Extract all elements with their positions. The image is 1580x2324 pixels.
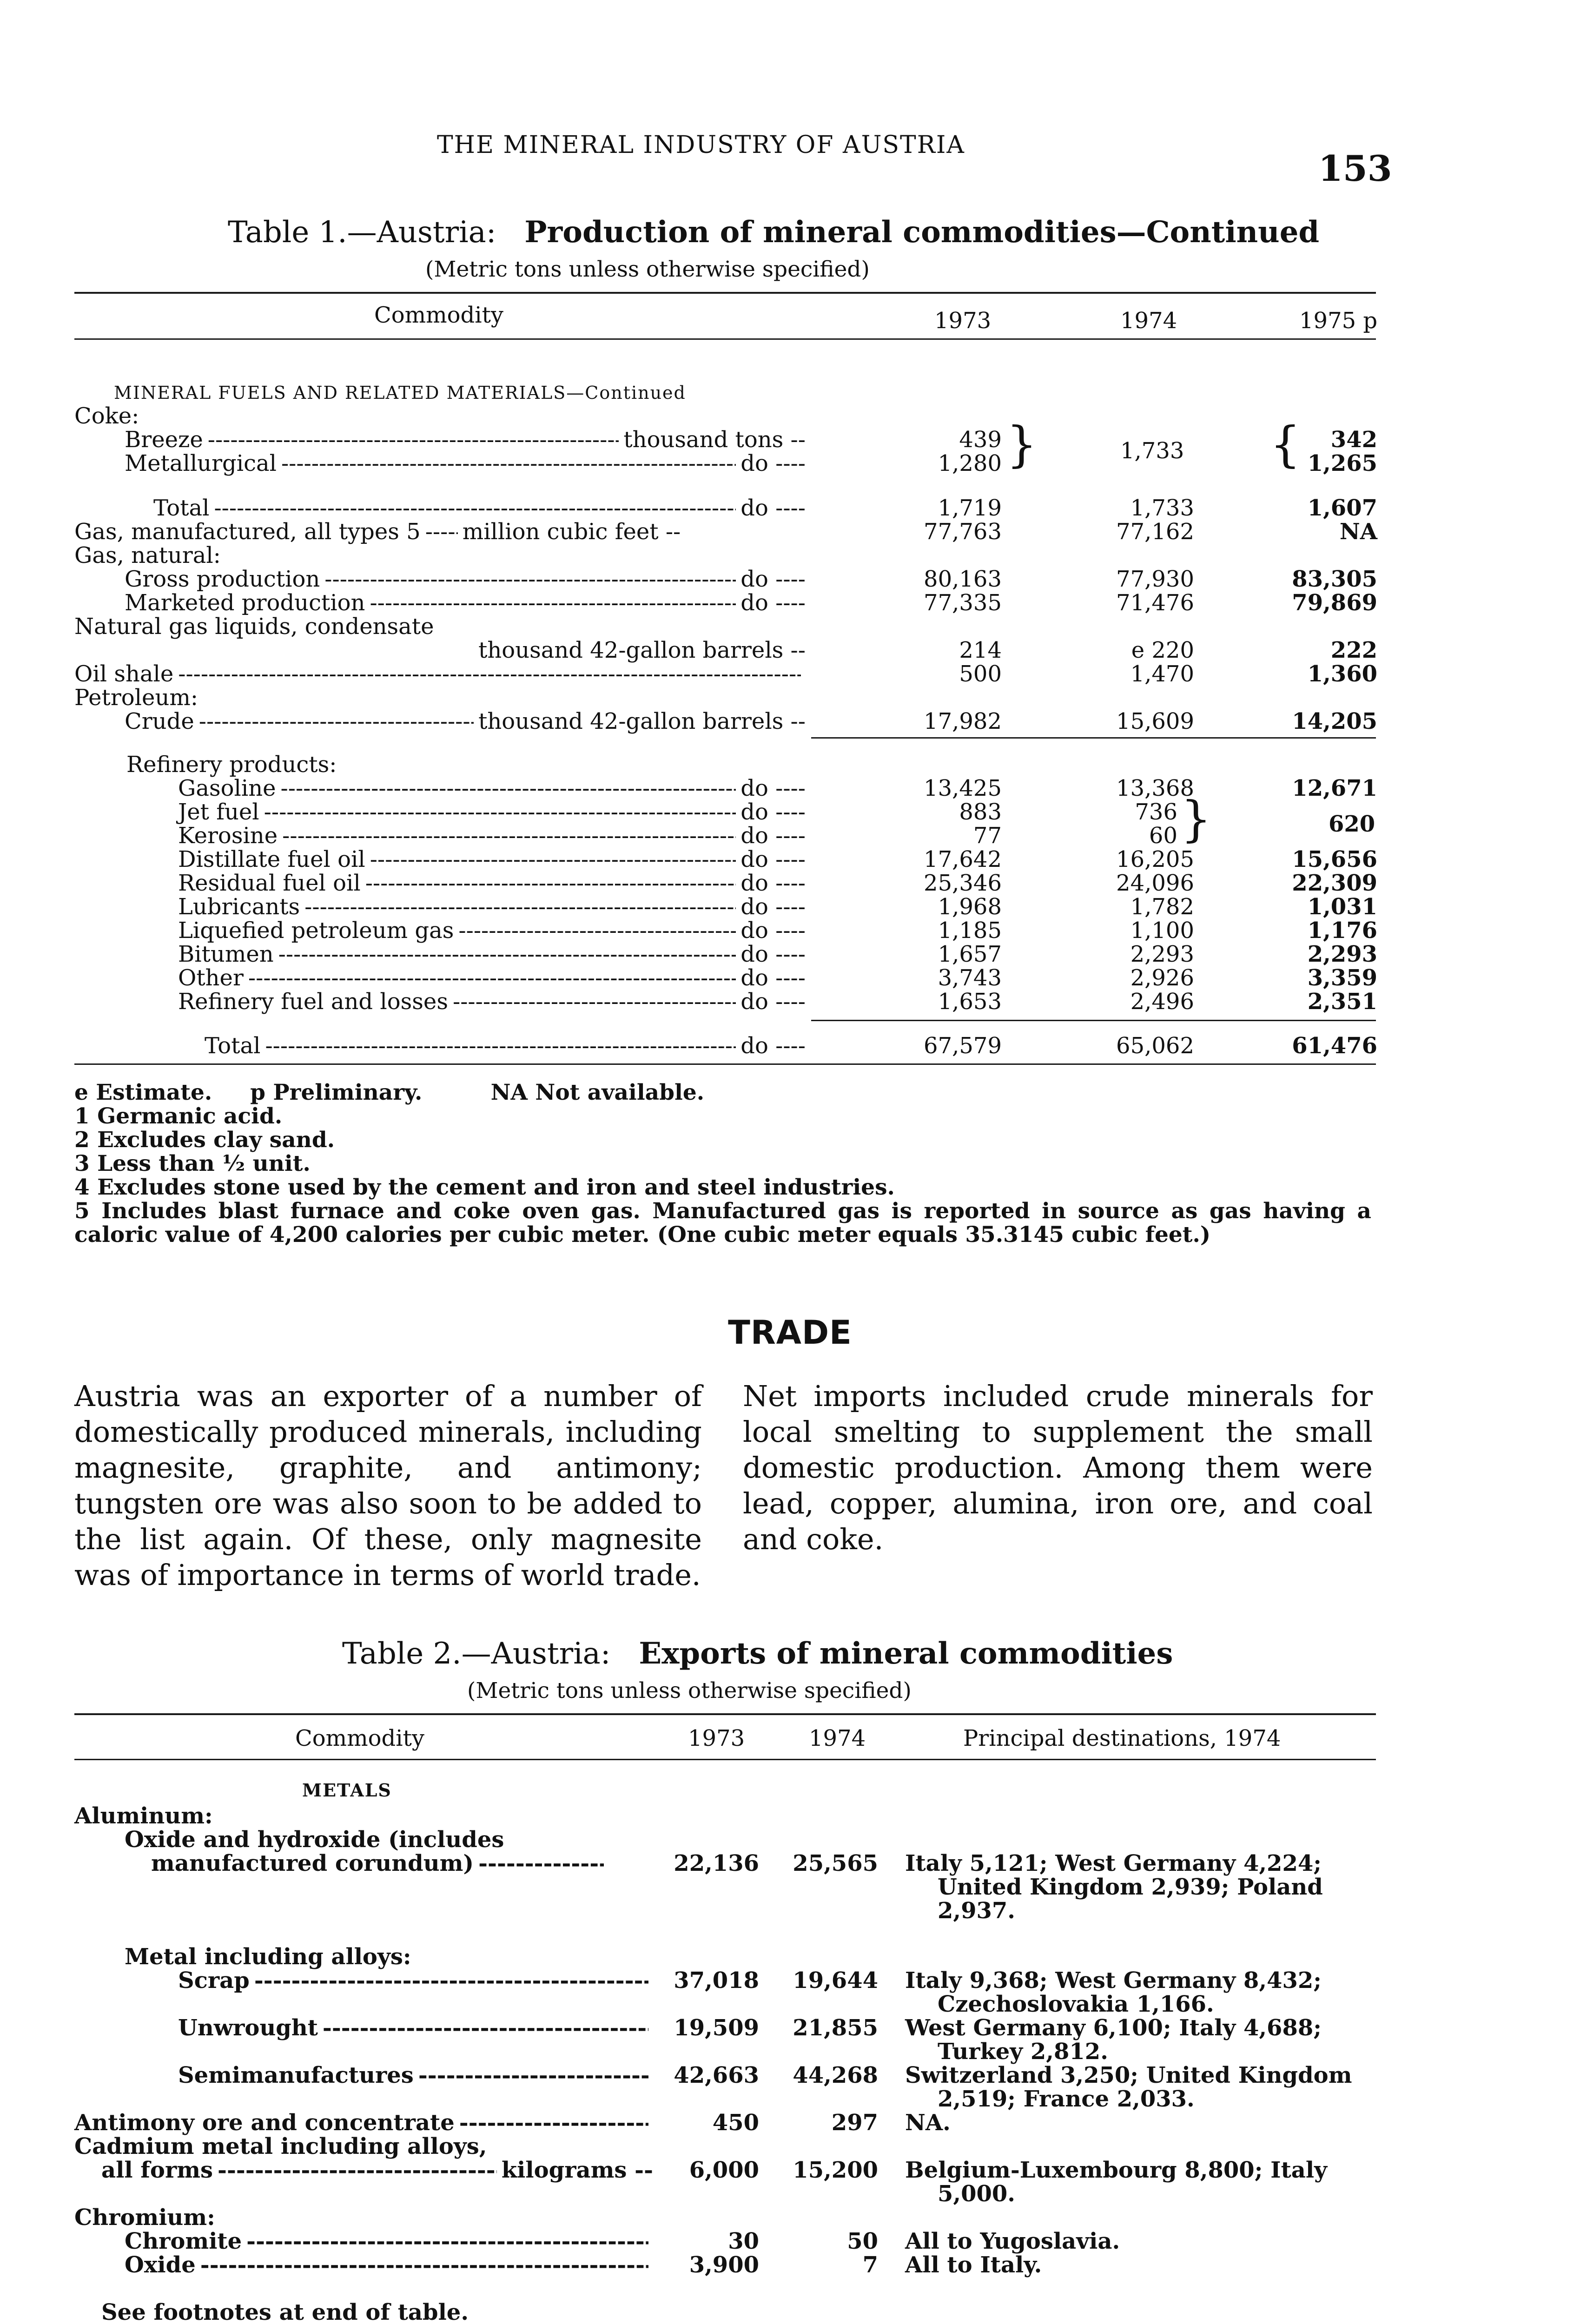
table-row: [0, 777, 1580, 800]
row-label-lpg: Liquefied petroleum gas ----- do ----: [178, 919, 806, 943]
cell-destinations: All to Yugoslavia.: [905, 2228, 1120, 2254]
cell-1973: 80,163: [924, 566, 1002, 592]
row-label-breeze: Breeze ----- thousand tons --: [125, 428, 806, 452]
cell-1974: 1,100: [1130, 918, 1194, 944]
brace-right-icon: }: [1006, 416, 1038, 473]
row-label-marketed: Marketed production ----- do ----: [125, 591, 806, 615]
row-label: Coke:: [74, 403, 139, 429]
table-row: [0, 452, 1580, 475]
cell-1973: 883: [959, 799, 1002, 825]
cell-1974: 1,470: [1130, 661, 1194, 687]
cell-1973: 77,763: [924, 519, 1002, 545]
section-heading-trade: TRADE: [728, 1314, 852, 1352]
cell-1974: 24,096: [1116, 870, 1194, 896]
cell-1973: 214: [959, 637, 1002, 663]
row-label-jet-fuel: Jet fuel ----- do ----: [178, 800, 806, 824]
table-row: [0, 520, 1580, 544]
cell-1975: 2,351: [1307, 989, 1377, 1015]
row-label-refinery-losses: Refinery fuel and losses ----- do ----: [178, 990, 806, 1014]
cell-1974-combined: 1,733: [1120, 438, 1184, 464]
cell-1974: 2,496: [1130, 989, 1194, 1015]
cell-1973: 6,000: [689, 2157, 759, 2183]
table-row: [0, 895, 1580, 919]
row-label-kerosine: Kerosine ----- do ----: [178, 824, 806, 848]
table-row: [0, 591, 1580, 615]
row-label-distillate: Distillate fuel oil ----- do ----: [178, 848, 806, 872]
legend-na: NA Not available.: [490, 1080, 705, 1105]
page-number: 153: [1318, 148, 1392, 189]
row-label: Chromium:: [74, 2205, 215, 2231]
row-label-scrap: Scrap -----: [178, 1969, 653, 1993]
row-label-oxide-hydroxide: manufactured corundum) -----: [151, 1852, 653, 1875]
cell-1973: 1,657: [938, 941, 1002, 967]
cell-1975: 342: [1330, 427, 1377, 453]
row-label-ngl: Natural gas liquids, condensate: [74, 614, 434, 640]
trade-paragraph-right: Net imports included crude minerals for local smelting to supplement the small domestic production. Among them were lead, copper, alumina, iron ore, and coal and coke.: [743, 1379, 1373, 1556]
footnote-1: 1 Germanic acid.: [74, 1103, 283, 1129]
cell-1975: 1,265: [1307, 450, 1377, 476]
cell-1975: 14,205: [1292, 708, 1377, 734]
row-label: Oxide and hydroxide (includes: [125, 1827, 504, 1853]
cell-1973: 67,579: [924, 1033, 1002, 1059]
cell-1975: 79,869: [1292, 590, 1377, 616]
cell-1973: 500: [959, 661, 1002, 687]
table-row: [0, 753, 1580, 777]
table-row: [0, 428, 1580, 452]
table1-top-rule: [74, 292, 1376, 294]
cell-1973: 37,018: [674, 1967, 759, 1994]
table2-subtitle: (Metric tons unless otherwise specified): [467, 1678, 912, 1703]
cell-1975: 222: [1330, 637, 1377, 663]
row-label-crude: Crude ----- thousand 42-gallon barrels --: [125, 710, 806, 733]
footnote-4: 4 Excludes stone used by the cement and iron and steel industries.: [74, 1175, 895, 1200]
cell-1974: 19,644: [793, 1967, 878, 1994]
table-row: [0, 848, 1580, 872]
cell-1973: 77: [973, 823, 1002, 849]
cell-1974: 1,733: [1130, 495, 1194, 521]
table-row: [0, 496, 1580, 520]
row-unit-ngl: thousand 42-gallon barrels --: [478, 637, 806, 663]
cell-1975: 1,176: [1307, 918, 1377, 944]
table1-header-1974: 1974: [1120, 308, 1177, 334]
table2-title: [342, 1636, 1173, 1671]
cell-1973: 1,653: [938, 989, 1002, 1015]
table-row: [0, 404, 1580, 428]
legend-preliminary: p Preliminary.: [250, 1080, 423, 1105]
table2-header-destinations: Principal destinations, 1974: [963, 1725, 1281, 1751]
table-row: [0, 966, 1580, 990]
cell-1973: 3,743: [938, 965, 1002, 991]
footnote-5: 5 Includes blast furnace and coke oven gas. Manufactured gas is reported in source as gas having a caloric value of 4,200 calories per cubic meter. (One cubic meter equals 35.3145 cubic feet.): [74, 1198, 1371, 1248]
cell-1973: 30: [728, 2228, 759, 2254]
table-row: [0, 919, 1580, 943]
table2-section-heading: METALS: [302, 1780, 392, 1801]
row-label-oxide: Oxide -----: [125, 2253, 653, 2277]
cell-1974: 21,855: [793, 2015, 878, 2041]
cell-1973: 17,642: [924, 846, 1002, 872]
row-label-metallurgical: Metallurgical ----- do ----: [125, 452, 806, 475]
cell-destinations: NA.: [905, 2110, 951, 2136]
cell-1974: 77,162: [1116, 519, 1194, 545]
row-label-other: Other ----- do ----: [178, 966, 806, 990]
cell-destinations: Belgium-Luxembourg 8,800; Italy 5,000.: [905, 2157, 1327, 2207]
row-label: Aluminum:: [74, 1803, 213, 1829]
table2-top-rule: [74, 1713, 1376, 1715]
row-label-gas-manufactured: Gas, manufactured, all types 5 ----- million cubic feet --: [74, 520, 806, 544]
cell-1975: 3,359: [1307, 965, 1377, 991]
table1-header-1975: 1975 p: [1299, 308, 1378, 334]
table2-title-text: Exports of mineral commodities: [639, 1636, 1173, 1671]
cell-1975-combined: 620: [1329, 811, 1375, 837]
table2-header-rule: [74, 1759, 1376, 1760]
row-label: Petroleum:: [74, 685, 198, 711]
table-row: [0, 710, 1580, 733]
table2-header-commodity: Commodity: [295, 1725, 425, 1751]
cell-1974: 1,782: [1130, 894, 1194, 920]
row-label-residual: Residual fuel oil ----- do ----: [178, 872, 806, 895]
footnote-legend: [74, 1081, 1371, 1104]
table-row: [0, 943, 1580, 966]
row-label-cadmium: all forms ----- kilograms --: [101, 2159, 653, 2182]
table-row: [0, 544, 1580, 568]
cell-1973: 42,663: [674, 2062, 759, 2088]
cell-1974: 60: [1149, 823, 1177, 849]
cell-1973: 22,136: [674, 1850, 759, 1876]
cell-1973: 3,900: [689, 2252, 759, 2278]
row-label: Metal including alloys:: [125, 1944, 411, 1970]
brace-left-icon: {: [1270, 416, 1301, 473]
table2-note: See footnotes at end of table.: [101, 2299, 469, 2324]
table-row: [0, 990, 1580, 1014]
cell-1975: 1,360: [1307, 661, 1377, 687]
table1-title-label: Table 1.—Austria:: [228, 215, 496, 250]
cell-1973: 13,425: [924, 775, 1002, 801]
cell-1975: NA: [1339, 519, 1377, 545]
cell-1974: 13,368: [1116, 775, 1194, 801]
cell-1975: 1,607: [1307, 495, 1377, 521]
cell-1973: 1,719: [938, 495, 1002, 521]
table-row: [0, 662, 1580, 686]
row-label-unwrought: Unwrought -----: [178, 2016, 653, 2040]
cell-1973: 450: [712, 2110, 759, 2136]
row-label-semimanufactures: Semimanufactures -----: [178, 2064, 653, 2087]
cell-1974: 297: [831, 2110, 878, 2136]
legend-estimate: e Estimate.: [74, 1080, 212, 1105]
trade-paragraph-left: Austria was an exporter of a number of domestically produced minerals, including magnesite, graphite, and antimony; tungsten ore was also soon to be added to the list again. Of these, only magnesite was of importance in terms of world trade.: [74, 1379, 702, 1592]
row-label-oil-shale: Oil shale -----: [74, 662, 806, 686]
row-label-bitumen: Bitumen ----- do ----: [178, 943, 806, 966]
table-row: [0, 639, 1580, 662]
brace-right-icon: }: [1181, 791, 1212, 847]
row-label-gasoline: Gasoline ----- do ----: [178, 777, 806, 800]
cell-1973: 1,185: [938, 918, 1002, 944]
cell-1974: 77,930: [1116, 566, 1194, 592]
cell-1974: 16,205: [1116, 846, 1194, 872]
subtotal-rule: [811, 1020, 1376, 1021]
running-head: THE MINERAL INDUSTRY OF AUSTRIA: [437, 131, 965, 159]
row-label-antimony: Antimony ore and concentrate -----: [74, 2111, 653, 2135]
row-label-total-coke: Total ----- do ----: [153, 496, 806, 520]
row-label-gross: Gross production ----- do ----: [125, 568, 806, 591]
table1-title-text: Production of mineral commodities—Continued: [524, 215, 1320, 250]
cell-1974: 50: [847, 2228, 878, 2254]
row-label: Refinery products:: [126, 752, 337, 778]
cell-1973: 19,509: [674, 2015, 759, 2041]
cell-1973: 439: [959, 427, 1002, 453]
table2-title-label: Table 2.—Austria:: [342, 1637, 611, 1671]
footnote-2: 2 Excludes clay sand.: [74, 1127, 335, 1153]
cell-1975: 2,293: [1307, 941, 1377, 967]
cell-destinations: Switzerland 3,250; United Kingdom 2,519; France 2,033.: [905, 2062, 1352, 2112]
cell-destinations: Italy 9,368; West Germany 8,432; Czechoslovakia 1,166.: [905, 1967, 1322, 2017]
table-row: [0, 615, 1580, 639]
cell-1973: 77,335: [924, 590, 1002, 616]
row-label-chromite: Chromite -----: [125, 2230, 653, 2253]
cell-1974: 15,609: [1116, 708, 1194, 734]
table2-header-1974: 1974: [809, 1725, 866, 1751]
cell-1975: 22,309: [1292, 870, 1377, 896]
cell-1975: 12,671: [1292, 775, 1377, 801]
row-label-total-refinery: Total ----- do ----: [205, 1034, 806, 1058]
cell-1973: 1,968: [938, 894, 1002, 920]
cell-1974: 15,200: [793, 2157, 878, 2183]
cell-1973: 25,346: [924, 870, 1002, 896]
table1-header-commodity: Commodity: [374, 302, 504, 328]
table1-header-1973: 1973: [934, 308, 992, 334]
table2-header-1973: 1973: [688, 1725, 745, 1751]
table1-bottom-rule: [74, 1063, 1376, 1065]
cell-1974: 736: [1135, 799, 1177, 825]
table1-subtitle: (Metric tons unless otherwise specified): [425, 257, 870, 282]
row-label-lubricants: Lubricants ----- do ----: [178, 895, 806, 919]
cell-destinations: All to Italy.: [905, 2252, 1042, 2278]
cell-1973: 17,982: [924, 708, 1002, 734]
cell-1974: 25,565: [793, 1850, 878, 1876]
subtotal-rule: [811, 737, 1376, 739]
table-row: [0, 872, 1580, 895]
cell-destinations: West Germany 6,100; Italy 4,688; Turkey 2,812.: [905, 2015, 1322, 2065]
cell-1973: 1,280: [938, 450, 1002, 476]
cell-1974: 7: [862, 2252, 878, 2278]
cell-1974: e 220: [1131, 637, 1194, 663]
cell-1974: 44,268: [793, 2062, 878, 2088]
cell-1974: 2,293: [1130, 941, 1194, 967]
row-label: Gas, natural:: [74, 542, 221, 568]
cell-1975: 1,031: [1307, 894, 1377, 920]
table-row: [0, 568, 1580, 591]
cell-1975: 61,476: [1292, 1033, 1377, 1059]
table-row: [0, 1034, 1580, 1058]
cell-1975: 15,656: [1292, 846, 1377, 872]
table-row: [0, 686, 1580, 710]
cell-1974: 65,062: [1116, 1033, 1194, 1059]
footnote-3: 3 Less than ½ unit.: [74, 1151, 311, 1176]
table1-title: [228, 215, 1319, 250]
cell-1974: 71,476: [1116, 590, 1194, 616]
cell-1974: 2,926: [1130, 965, 1194, 991]
cell-destinations: Italy 5,121; West Germany 4,224; United Kingdom 2,939; Poland 2,937.: [905, 1850, 1323, 1924]
row-label: Cadmium metal including alloys,: [74, 2133, 487, 2159]
table1-header-rule: [74, 338, 1376, 340]
cell-1975: 83,305: [1292, 566, 1377, 592]
table1-section-heading: MINERAL FUELS AND RELATED MATERIALS—Continued: [114, 383, 686, 403]
